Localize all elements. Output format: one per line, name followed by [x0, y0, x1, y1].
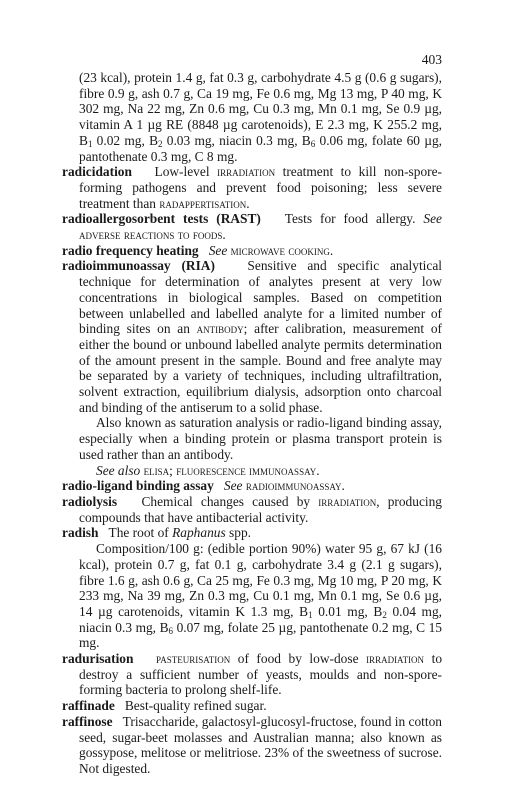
text-column — [62, 70, 442, 777]
cross-reference[interactable]: elisa — [143, 462, 170, 478]
headword-raffinose: raffinose — [62, 713, 113, 729]
cross-reference[interactable]: pasteurisation — [156, 651, 231, 667]
genus-name: Raphanus — [172, 525, 226, 541]
cross-reference[interactable]: irradiation — [318, 493, 377, 509]
headword-radish: radish — [62, 525, 99, 541]
cross-reference[interactable]: adverse reactions to foods — [79, 227, 223, 243]
headword-radio-ligand-binding-assay: radio-ligand binding assay — [62, 478, 214, 494]
entry-radish: radish The root of Raphanus spp. — [62, 525, 251, 541]
headword-radioimmunoassay: radioimmunoassay (RIA) — [62, 258, 215, 274]
headword-radurisation: radurisation — [62, 651, 134, 667]
cross-reference[interactable]: fluorescence immunoassay — [176, 462, 317, 478]
see-also-line: See also elisa; fluorescence immunoassay. — [96, 462, 320, 478]
continued-entry-text: (23 kcal), protein 1.4 g, fat 0.3 g, carbohydrate 4.5 g (0.6 g sugars), fibre 0.9 g, ash 0.7 g, Ca 19 mg, Fe 0.6 mg, Mg 13 mg, P 40 mg, K 302 mg, Na 22 mg, Zn 0.6 mg, Cu 0.3 mg, Mn 0.1 mg, Se 0.9 µg, vitamin A 1 µg RE (8848 µg carotenoids), E 2.3 mg, K 255.2 mg, $B_1$ 0.02 mg, $B_2$ 0.03 mg, niacin 0.3 mg, $B_6$ 0.06 mg, folate 60 µg, pantothenate 0.3 mg, C 8 mg. — [79, 70, 443, 164]
entry-raffinade: raffinade Best-quality refined sugar. — [62, 698, 267, 714]
cross-reference[interactable]: irradiation — [217, 164, 276, 180]
page-number: 403 — [421, 52, 442, 67]
entry-radioimmunoassay: radioimmunoassay (RIA) Sensitive and specific analytical technique for determination of analytes present at very low concentrations in biological samples. Based on competition between unlabelled and labelled analyte for a limited number of binding sites on an antibody; after calibration, measurement of either the bound or unbound labelled analyte permits determination of the amount present in the sample. Bound and free analyte may be separated by a variety of techniques, including ultrafiltration, solvent extraction, equilibrium dialysis, adsorption onto charcoal and binding of the antiserum to a solid phase. — [62, 258, 443, 415]
cross-reference[interactable]: radappertisation — [159, 195, 247, 211]
entry-paragraph: Also known as saturation analysis or radio-ligand binding assay, especially when a binding protein or plasma transport protein is used rather than an antibody. — [79, 415, 442, 462]
cross-reference[interactable]: microwave cooking — [230, 242, 330, 258]
cross-reference[interactable]: irradiation — [366, 651, 425, 667]
headword-radiolysis: radiolysis — [62, 493, 118, 509]
entry-radioallergosorbent-tests: radioallergosorbent tests (RAST) Tests for food allergy. See adverse reactions to foods. — [62, 211, 442, 243]
composition-paragraph: Composition/100 g: (edible portion 90%) water 95 g, 67 kJ (16 kcal), protein 0.7 g, fat 0.1 g, carbohydrate 3.4 g (2.1 g sugars), fibre 1.6 g, ash 0.6 g, Ca 25 mg, Fe 0.3 mg, Mg 10 mg, P 20 mg, K 233 mg, Na 39 mg, Zn 0.3 mg, Cu 0.1 mg, Mn 0.1 mg, Se 0.6 µg, 14 µg carotenoids, vitamin K 1.3 mg, $B_1$ 0.01 mg, $B_2$ 0.04 mg, niacin 0.3 mg, $B_6$ 0.07 mg, folate 25 µg, pantothenate 0.2 mg, C 15 mg. — [79, 541, 443, 651]
headword-rast: radioallergosorbent tests (RAST) — [62, 211, 261, 227]
entry-radiolysis: radiolysis Chemical changes caused by irradiation, producing compounds that have antibacterial activity. — [62, 493, 443, 525]
headword-radio-frequency-heating: radio frequency heating — [62, 242, 199, 258]
entry-radicidation: radicidation Low-level irradiation treatment to kill non-spore-forming pathogens and prevent food poisoning; less severe treatment than radappertisation. — [62, 164, 443, 211]
entry-raffinose: raffinose Trisaccharide, galactosyl-glucosyl-fructose, found in cotton seed, sugar-beet molasses and Australian manna; also known as gossypose, melitose or melitriose. 23% of the sweetness of sucrose. Not digested. — [62, 713, 443, 776]
entry-radio-ligand-binding-assay: radio-ligand binding assay See radioimmunoassay. — [62, 478, 345, 494]
cross-reference[interactable]: antibody — [196, 321, 244, 337]
entry-radio-frequency-heating: radio frequency heating See microwave cooking. — [62, 242, 334, 258]
entry-radurisation: radurisation pasteurisation of food by low-dose irradiation to destroy a sufficient number of yeasts, moulds and non-spore-forming bacteria to prolong shelf-life. — [62, 651, 443, 698]
cross-reference[interactable]: radioimmunoassay — [245, 478, 342, 494]
headword-raffinade: raffinade — [62, 698, 115, 714]
headword-radicidation: radicidation — [62, 164, 132, 180]
